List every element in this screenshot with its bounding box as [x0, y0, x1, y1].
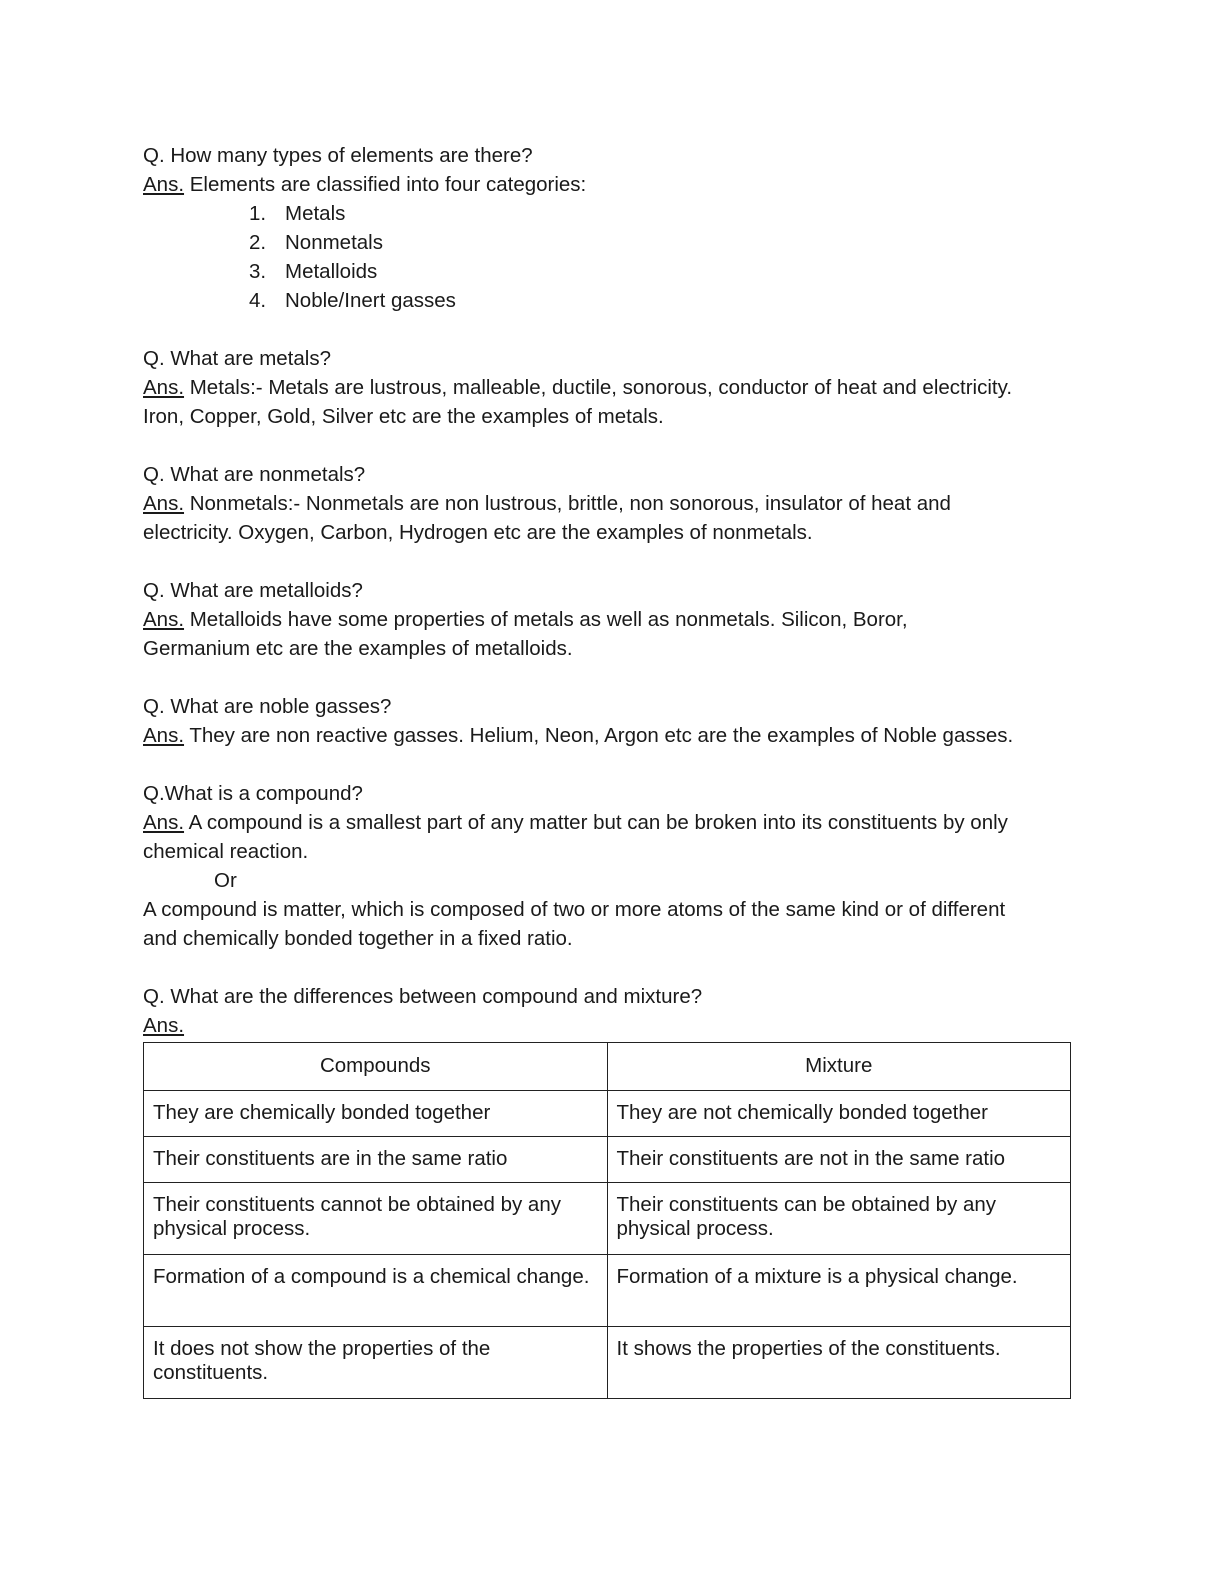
- spacer: [143, 547, 1073, 576]
- table-row: [144, 1183, 1071, 1255]
- ans-label: Ans.: [143, 724, 185, 747]
- or-separator: Or: [214, 869, 237, 892]
- ans-label: Ans.: [143, 1014, 185, 1037]
- question-compound-vs-mixture: Q. What are the differences between compound and mixture?: [143, 985, 703, 1008]
- spacer: [143, 315, 1073, 344]
- answer-text: Elements are classified into four categories:: [184, 173, 587, 196]
- answer-compound: [143, 808, 1073, 837]
- ans-label: Ans.: [143, 492, 185, 515]
- list-item: [143, 199, 1073, 228]
- question-nonmetals: Q. What are nonmetals?: [143, 463, 366, 486]
- comparison-table: [143, 1042, 1071, 1399]
- table-row: [144, 1255, 1071, 1327]
- ans-label: Ans.: [143, 608, 185, 631]
- table-cell: They are chemically bonded together: [144, 1091, 608, 1137]
- answer-metalloids-cont: Germanium etc are the examples of metalloids.: [143, 637, 573, 660]
- list-number: 4.: [249, 289, 267, 312]
- answer-nonmetals-cont: electricity. Oxygen, Carbon, Hydrogen etc are the examples of nonmetals.: [143, 521, 813, 544]
- spacer: [143, 663, 1073, 692]
- list-item: [143, 286, 1073, 315]
- answer-compound-alt-cont: and chemically bonded together in a fixed ratio.: [143, 927, 573, 950]
- list-item: [143, 228, 1073, 257]
- header-compounds: Compounds: [144, 1043, 608, 1091]
- answer-text: A compound is a smallest part of any matter but can be broken into its constituents by only: [184, 811, 1008, 834]
- element-categories-list: [143, 199, 1073, 315]
- table-cell: Their constituents can be obtained by any physical process.: [607, 1183, 1071, 1255]
- answer-metals-cont: Iron, Copper, Gold, Silver etc are the examples of metals.: [143, 405, 664, 428]
- answer-text: Metals:- Metals are lustrous, malleable, ductile, sonorous, conductor of heat and electricity.: [184, 376, 1013, 399]
- ans-label: Ans.: [143, 376, 185, 399]
- answer-text: Metalloids have some properties of metals as well as nonmetals. Silicon, Boror,: [184, 608, 908, 631]
- ans-label: Ans.: [143, 811, 185, 834]
- table-cell: Their constituents cannot be obtained by any physical process.: [144, 1183, 608, 1255]
- answer-metals: [143, 373, 1073, 402]
- ans-label: Ans.: [143, 173, 185, 196]
- list-number: 3.: [249, 260, 267, 283]
- table-header-row: [144, 1043, 1071, 1091]
- table-row: [144, 1137, 1071, 1183]
- question-element-types: Q. How many types of elements are there?: [143, 144, 533, 167]
- table-cell: Their constituents are in the same ratio: [144, 1137, 608, 1183]
- header-mixture: Mixture: [607, 1043, 1071, 1091]
- question-metalloids: Q. What are metalloids?: [143, 579, 363, 602]
- question-metals: Q. What are metals?: [143, 347, 331, 370]
- table-cell: Their constituents are not in the same ratio: [607, 1137, 1071, 1183]
- table-row: [144, 1091, 1071, 1137]
- answer-compound-vs-mixture: [143, 1011, 1073, 1040]
- table-cell: They are not chemically bonded together: [607, 1091, 1071, 1137]
- list-number: 1.: [249, 202, 267, 225]
- list-number: 2.: [249, 231, 267, 254]
- answer-compound-cont: chemical reaction.: [143, 840, 309, 863]
- table-cell: Formation of a compound is a chemical change.: [144, 1255, 608, 1327]
- answer-element-types: [143, 170, 1073, 199]
- answer-metalloids: [143, 605, 1073, 634]
- document-page: [143, 141, 1073, 1399]
- table-cell: It does not show the properties of the constituents.: [144, 1327, 608, 1399]
- spacer: [143, 431, 1073, 460]
- answer-text: They are non reactive gasses. Helium, Neon, Argon etc are the examples of Noble gasses.: [184, 724, 1014, 747]
- list-text: Noble/Inert gasses: [285, 289, 456, 312]
- list-text: Metals: [285, 202, 346, 225]
- answer-compound-alt: A compound is matter, which is composed of two or more atoms of the same kind or of different: [143, 898, 1006, 921]
- answer-nonmetals: [143, 489, 1073, 518]
- table-cell: It shows the properties of the constituents.: [607, 1327, 1071, 1399]
- spacer: [143, 750, 1073, 779]
- question-compound: Q.What is a compound?: [143, 782, 363, 805]
- list-text: Metalloids: [285, 260, 378, 283]
- table-row: [144, 1327, 1071, 1399]
- question-noble-gasses: Q. What are noble gasses?: [143, 695, 392, 718]
- list-text: Nonmetals: [285, 231, 383, 254]
- list-item: [143, 257, 1073, 286]
- answer-text: Nonmetals:- Nonmetals are non lustrous, brittle, non sonorous, insulator of heat and: [184, 492, 951, 515]
- table-cell: Formation of a mixture is a physical change.: [607, 1255, 1071, 1327]
- answer-noble-gasses: [143, 721, 1073, 750]
- spacer: [143, 953, 1073, 982]
